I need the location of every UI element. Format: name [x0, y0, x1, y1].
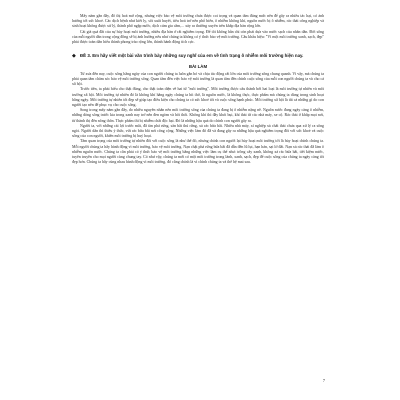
body-paragraph-5: Tâm quan trọng của môi trường tự nhiên đối với cuộc sống là như thế đó, nhưng chính con người lại hủy hoại môi trường tới là hủy hoại chính chúng ta. Mỗi người chúng ta hãy hành động vì môi trường, bảo vệ môi trường. Nạn chặt phá rừng bừa bãi đã dẫn đến lũ lụt, hạn hán, sạt lở đất. Nạn xả rác thải đã làm ô nhiễm nguồn nước. Chúng ta cần phải có ý thức bảo vệ môi trường bằng những việc làm cụ thể như: trồng cây xanh, không xả rác bừa bãi, tiết kiệm nước, tuyên truyền cho mọi người cùng chung tay. Có như vậy, chúng ta mới có một môi trường trong lành, xanh, sạch, đẹp để cuộc sống của chúng ta ngày càng tốt đẹp hơn. Chúng ta hãy cùng nhau hành động vì môi trường, đó cũng chính là vì chính chúng ta và thế hệ mai sau. — [72, 139, 324, 165]
page-content — [72, 14, 324, 165]
page-number: 7 — [322, 378, 325, 383]
intro-paragraph-2: Cái giá quá đắt của sự hủy hoại môi trường, nhiều địa bàn ở rất nghiêm trọng. Để tôi không hẳn chỉ còn phải dựa vào nước sạch của nhân dân. Đời sống của mỗi người dân trong cộng đồng sẽ bị ảnh hưởng nếu như chúng ta không có ý thức bảo vệ môi trường. Câu khẩu hiệu: "Vì một môi trường xanh, sạch, đẹp" phải được toàn dân hiểu thành phong trào rộng lớn, thành hành động tích cực. — [72, 29, 324, 45]
diamond-bullet-icon: ◆ — [72, 52, 76, 59]
question-heading — [72, 53, 324, 59]
body-paragraph-2: Trước tiên, ta phải hiểu cho thật đúng, cho thật toàn diện về hai từ "môi trường". Môi trường được cấu thành bởi hai loại là môi trường tự nhiên và môi trường xã hội. Môi trường tự nhiên đó là không khí hằng ngày chúng ta hít thở, là nguồn nước, là không thực, thực phẩm mà chúng ta dùng trong sinh hoạt hằng ngày. Môi trường tự nhiên tốt đẹp sẽ giúp tạo điều kiện cho chúng ta có sức khoẻ tốt và cuộc sống hạnh phúc. Môi trường xã hội là tất cả những gì do con người tạo nên để phục vụ cho cuộc sống. — [72, 87, 324, 108]
answer-title: BÀI LÀM — [188, 64, 208, 70]
body-paragraph-1: Từ xưa đến nay, cuộc sống hằng ngày của con người chúng ta luôn gắn bó và chịu tác động rất lớn của môi trường sống chung quanh. Vì vậy, mà chúng ta phải quan tâm chăm sóc bảo vệ môi trường sống. Quan tâm đến việc bảo vệ môi trường là quan tâm đến chính cuộc sống của mỗi con người chúng ta và cho cả xã hội. — [72, 71, 324, 87]
intro-paragraph-1: Mấy năm gần đây, đô thị hoá mở rộng, nhưng việc bảo vệ môi trường chưa được coi trọng và quan tâm đúng mức nên để gây ra nhiều tác hại, có ảnh hưởng tới sức khoẻ. Các dịch bệnh như kiết lỵ, sốt xuất huyết, tiêu hoá trở nên phổ biến, ô nhiễm không khí, nguồn nước bị ô nhiễm, rác thải công nghiệp và sinh hoạt không được xử lý, thành phố ngập nước, dịch cúm gia cầm,... xảy ra thường xuyên trên khắp địa bàn rộng lớn. — [72, 14, 324, 29]
body-paragraph-4: Người ta, với những cái lợi trước mắt, đã tàn phá rừng, săn bắt thú rừng, xả rác bừa bãi. Nhiều nhà máy, xí nghiệp xả chất thải chưa qua xử lý ra sông ngòi. Người dân thì thiếu ý thức, vứt rác bừa bãi nơi công cộng. Những việc làm đó đã và đang gây ra những hậu quả nghiêm trọng đối với sức khoẻ và cuộc sống của con người, khiến môi trường bị huỷ hoại. — [72, 123, 324, 139]
body-paragraph-3: Song trong mấy năm gần đây, do nhiều nguyên nhân nên môi trường sống của chúng ta đang bị ô nhiễm nặng nề. Nguồn nước đang ngày càng ô nhiễm, những dòng sông trước kia trong xanh nay trở nên đen ngòm và hôi thối. Không khí thì đầy khói bụi, khí thải từ các nhà máy, xe cộ. Rác thải ở khắp mọi nơi, từ thành thị đến nông thôn. Thực phẩm thì bị nhiễm chất độc hại. Đó là những hậu quả do chính con người gây ra. — [72, 108, 324, 123]
question-text: ĐỀ 3. Em hãy viết một bài văn trình bày những suy nghĩ của em về tình trạng ô nhiễm môi trường hiện nay. — [80, 53, 304, 59]
